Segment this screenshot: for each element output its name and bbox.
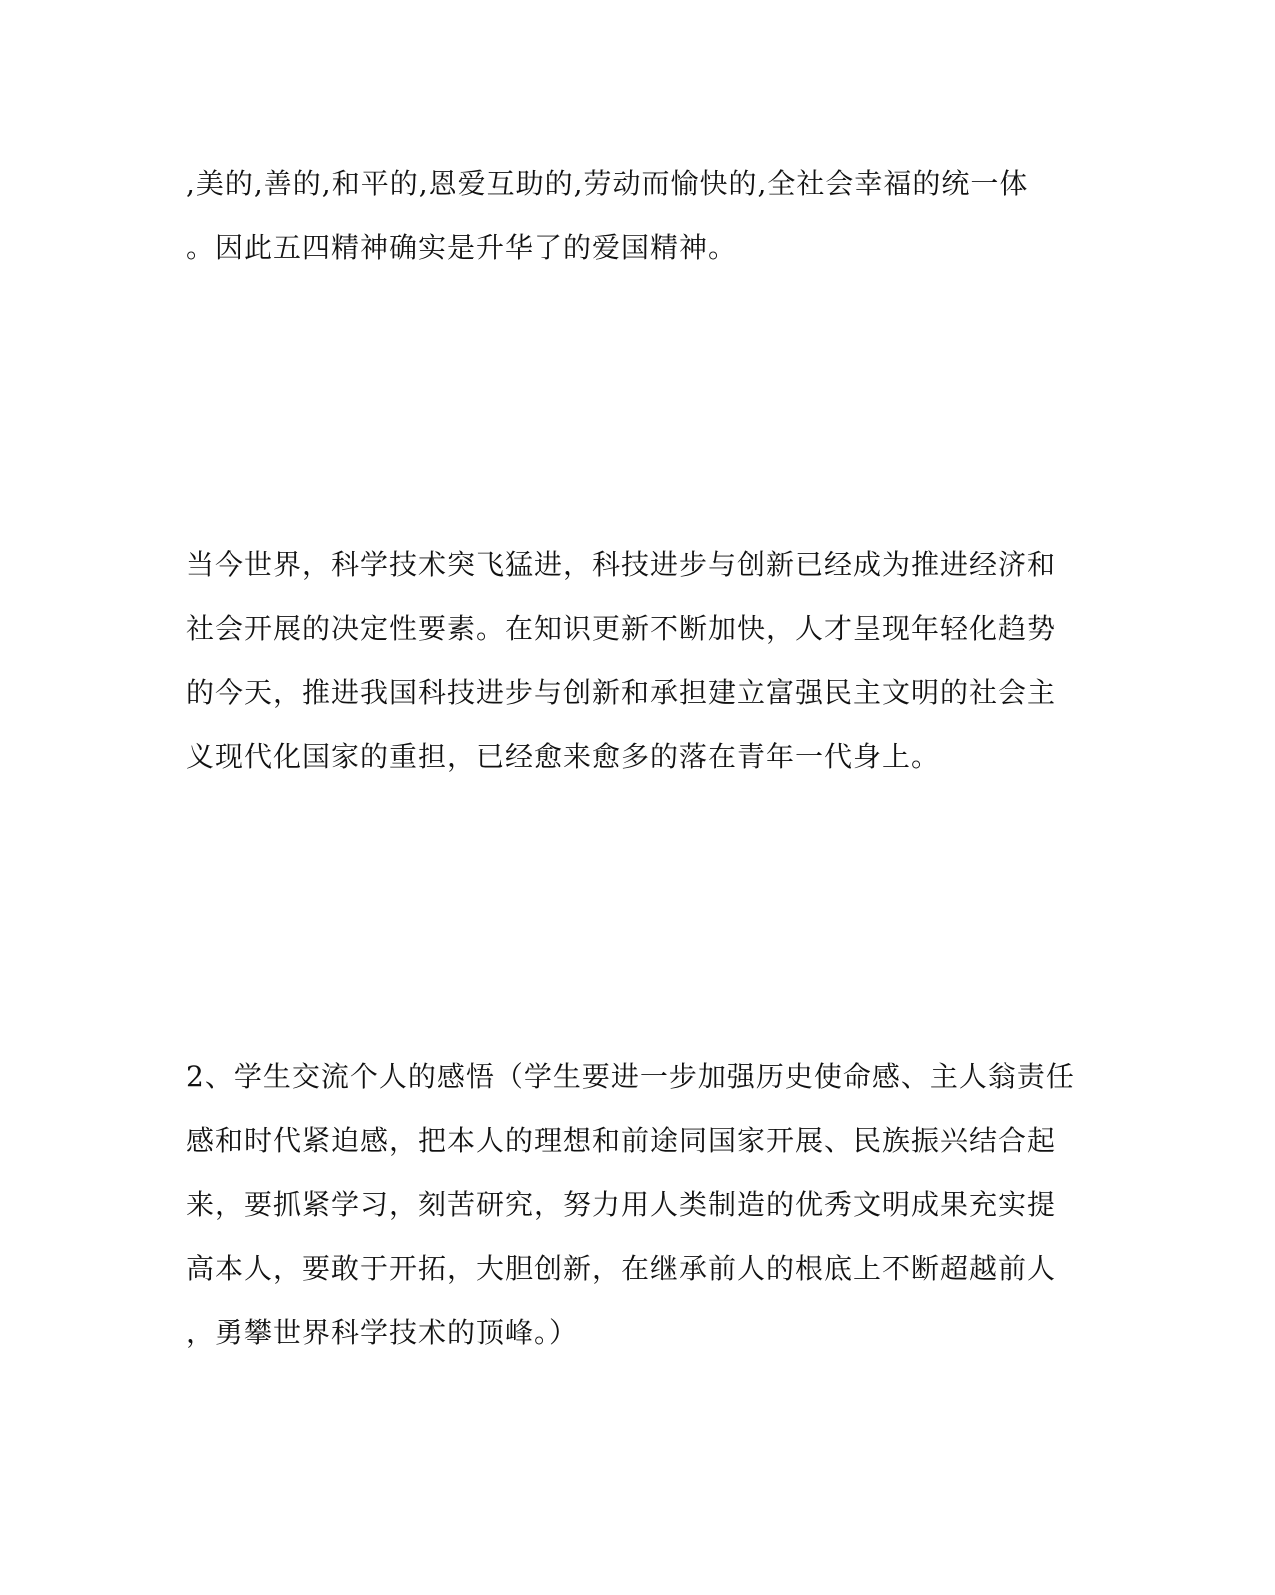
paragraph-line: 2、学生交流个人的感悟（学生要进一步加强历史使命感、主人翁责任 — [186, 1060, 1075, 1093]
paragraph-3 — [186, 1045, 1086, 1365]
paragraph-line: ,美的,善的,和平的,恩爱互助的,劳动而愉快的,全社会幸福的统一体 — [186, 167, 1029, 200]
paragraph-line: 当今世界，科学技术突飞猛进，科技进步与创新已经成为推进经济和 — [186, 548, 1057, 581]
paragraph-line: 的今天，推进我国科技进步与创新和承担建立富强民主文明的社会主 — [186, 676, 1057, 709]
paragraph-line: 感和时代紧迫感，把本人的理想和前途同国家开展、民族振兴结合起 — [186, 1124, 1057, 1157]
paragraph-line: 义现代化国家的重担，已经愈来愈多的落在青年一代身上。 — [186, 740, 941, 773]
paragraph-line: ，勇攀世界科学技术的顶峰。） — [186, 1316, 579, 1349]
paragraph-line: 高本人，要敢于开拓，大胆创新，在继承前人的根底上不断超越前人 — [186, 1252, 1057, 1285]
paragraph-line: 来，要抓紧学习，刻苦研究，努力用人类制造的优秀文明成果充实提 — [186, 1188, 1057, 1221]
paragraph-2 — [186, 533, 1086, 789]
paragraph-line: 。因此五四精神确实是升华了的爱国精神。 — [186, 231, 738, 264]
paragraph-line: 社会开展的决定性要素。在知识更新不断加快，人才呈现年轻化趋势 — [186, 612, 1057, 645]
paragraph-1 — [186, 152, 1086, 280]
